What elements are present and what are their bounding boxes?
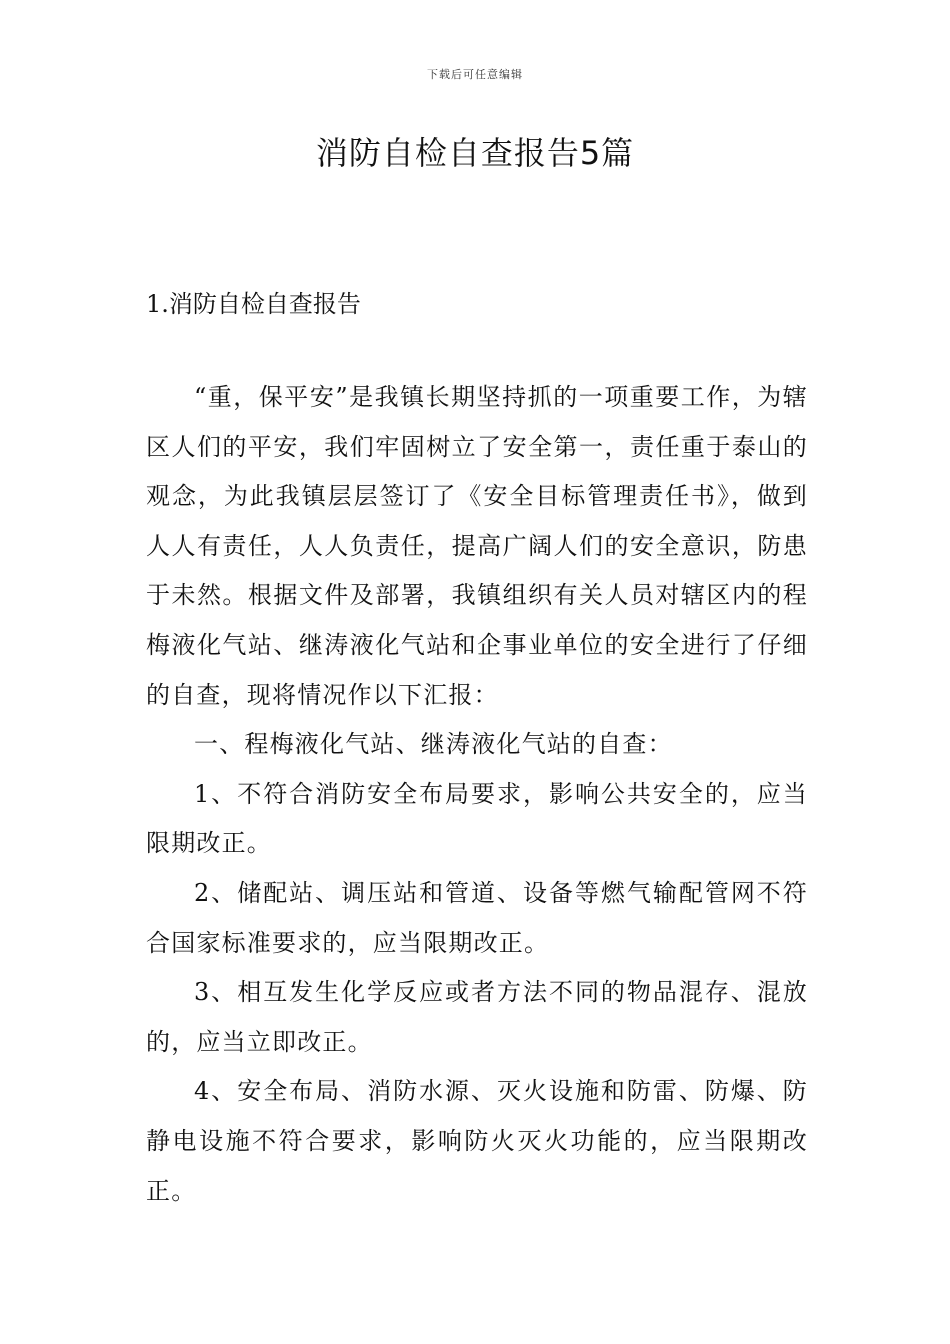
paragraph-item-1: 1、不符合消防安全布局要求，影响公共安全的，应当限期改正。 — [146, 779, 808, 858]
paragraph-subheading: 一、程梅液化气站、继涛液化气站的自查： — [194, 730, 673, 759]
paragraph-item-4: 4、安全布局、消防水源、灭火设施和防雷、防爆、防静电设施不符合要求，影响防火灭火功能的，应当限期改正。 — [146, 1077, 808, 1205]
paragraph-intro: “重，保平安”是我镇长期坚持抓的一项重要工作，为辖区人们的平安，我们牢固树立了安全第一，责任重于泰山的观念，为此我镇层层签订了《安全目标管理责任书》，做到人人有责任，人人负责任，提高广阔人们的安全意识，防患于未然。根据文件及部署，我镇组织有关人员对辖区内的程梅液化气站、继涛液化气站和企事业单位的安全进行了仔细的自查，现将情况作以下汇报： — [146, 383, 808, 709]
document-body — [146, 373, 808, 1216]
section-heading: 1.消防自检自查报告 — [146, 290, 361, 318]
paragraph-item-2: 2、储配站、调压站和管道、设备等燃气输配管网不符合国家标准要求的，应当限期改正。 — [146, 878, 808, 957]
paragraph-item-3: 3、相互发生化学反应或者方法不同的物品混存、混放的，应当立即改正。 — [146, 978, 808, 1056]
page-header-note: 下载后可任意编辑 — [427, 68, 523, 81]
document-title: 消防自检自查报告5篇 — [315, 134, 635, 172]
